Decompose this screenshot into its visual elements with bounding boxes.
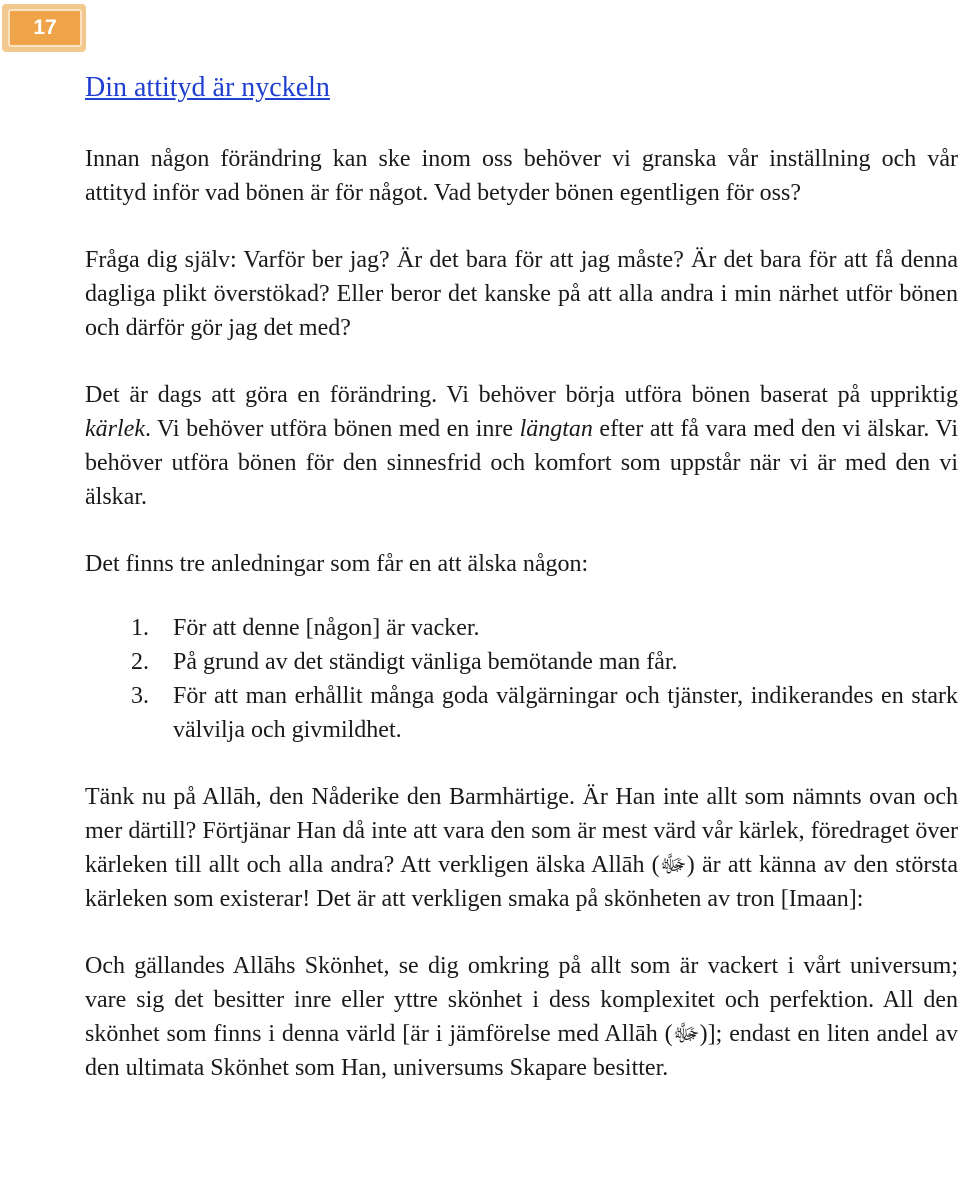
list-item-number: 2.	[131, 649, 149, 675]
list-item-text: För att man erhållit många goda välgärningar och tjänster, indikerandes en stark välvilja och givmildhet.	[173, 683, 958, 743]
paragraph-3-part-c: efter att få vara med den vi älskar. Vi behöver utföra bönen för den sinnesfrid och komfort som uppstår när vi är med den vi älskar.	[85, 416, 958, 510]
body-text	[85, 142, 958, 1085]
paragraph-3	[85, 378, 958, 514]
paragraph-6-part-b: )]; endast en liten andel av den ultimata Skönhet som Han, universums Skapare besitter.	[85, 1021, 958, 1081]
list-item	[85, 645, 958, 679]
paragraph-1: Innan någon förändring kan ske inom oss behöver vi granska vår inställning och vår attityd inför vad bönen är för något. Vad betyder bönen egentligen för oss?	[85, 146, 958, 206]
reasons-list	[85, 611, 958, 747]
page-heading: Din attityd är nyckeln	[85, 72, 330, 103]
list-item-number: 3.	[131, 683, 149, 709]
list-item	[85, 611, 958, 645]
honorific-glyph: ﷻ	[659, 852, 687, 878]
list-item-text: För att denne [någon] är vacker.	[173, 615, 480, 641]
paragraph-3-part-b: . Vi behöver utföra bönen med en inre	[144, 416, 520, 442]
paragraph-2: Fråga dig själv: Varför ber jag? Är det bara för att jag måste? Är det bara för att få denna dagliga plikt överstökad? Eller beror det kanske på att alla andra i min närhet utför bönen och därför gör jag det med?	[85, 247, 958, 341]
list-item-text: På grund av det ständigt vänliga bemötande man får.	[173, 649, 678, 675]
paragraph-5-part-a: Tänk nu på Allāh, den Nåderike den Barmhärtige. Är Han inte allt som nämnts ovan och mer därtill? Förtjänar Han då inte att vara den som är mest värd vår kärlek, föredraget över kärleken till allt och alla andra? Att verkligen älska Allāh (	[85, 784, 958, 878]
list-item-number: 1.	[131, 615, 149, 641]
paragraph-6	[85, 949, 958, 1085]
emphasis-karlek: kärlek	[85, 416, 145, 442]
honorific-glyph: ﷻ	[672, 1021, 700, 1047]
paragraph-3-part-a: Det är dags att göra en förändring. Vi behöver börja utföra bönen baserat på uppriktig	[85, 382, 958, 408]
page-number: 17	[33, 16, 57, 39]
list-item	[85, 679, 958, 747]
page-number-badge-inner	[8, 9, 82, 47]
paragraph-5-part-b: ) är att känna av den största kärleken som existerar! Det är att verkligen smaka på skönheten av tron [Imaan]:	[85, 852, 958, 912]
paragraph-5	[85, 780, 958, 916]
emphasis-langtan: längtan	[519, 416, 593, 442]
page-number-badge	[2, 4, 86, 52]
paragraph-4: Det finns tre anledningar som får en att älska någon:	[85, 551, 589, 577]
paragraph-6-part-a: Och gällandes Allāhs Skönhet, se dig omkring på allt som är vackert i vårt universum; vare sig det besitter inre eller yttre skönhet i dess komplexitet och perfektion. All den skönhet som finns i denna värld [är i jämförelse med Allāh (	[85, 953, 958, 1047]
